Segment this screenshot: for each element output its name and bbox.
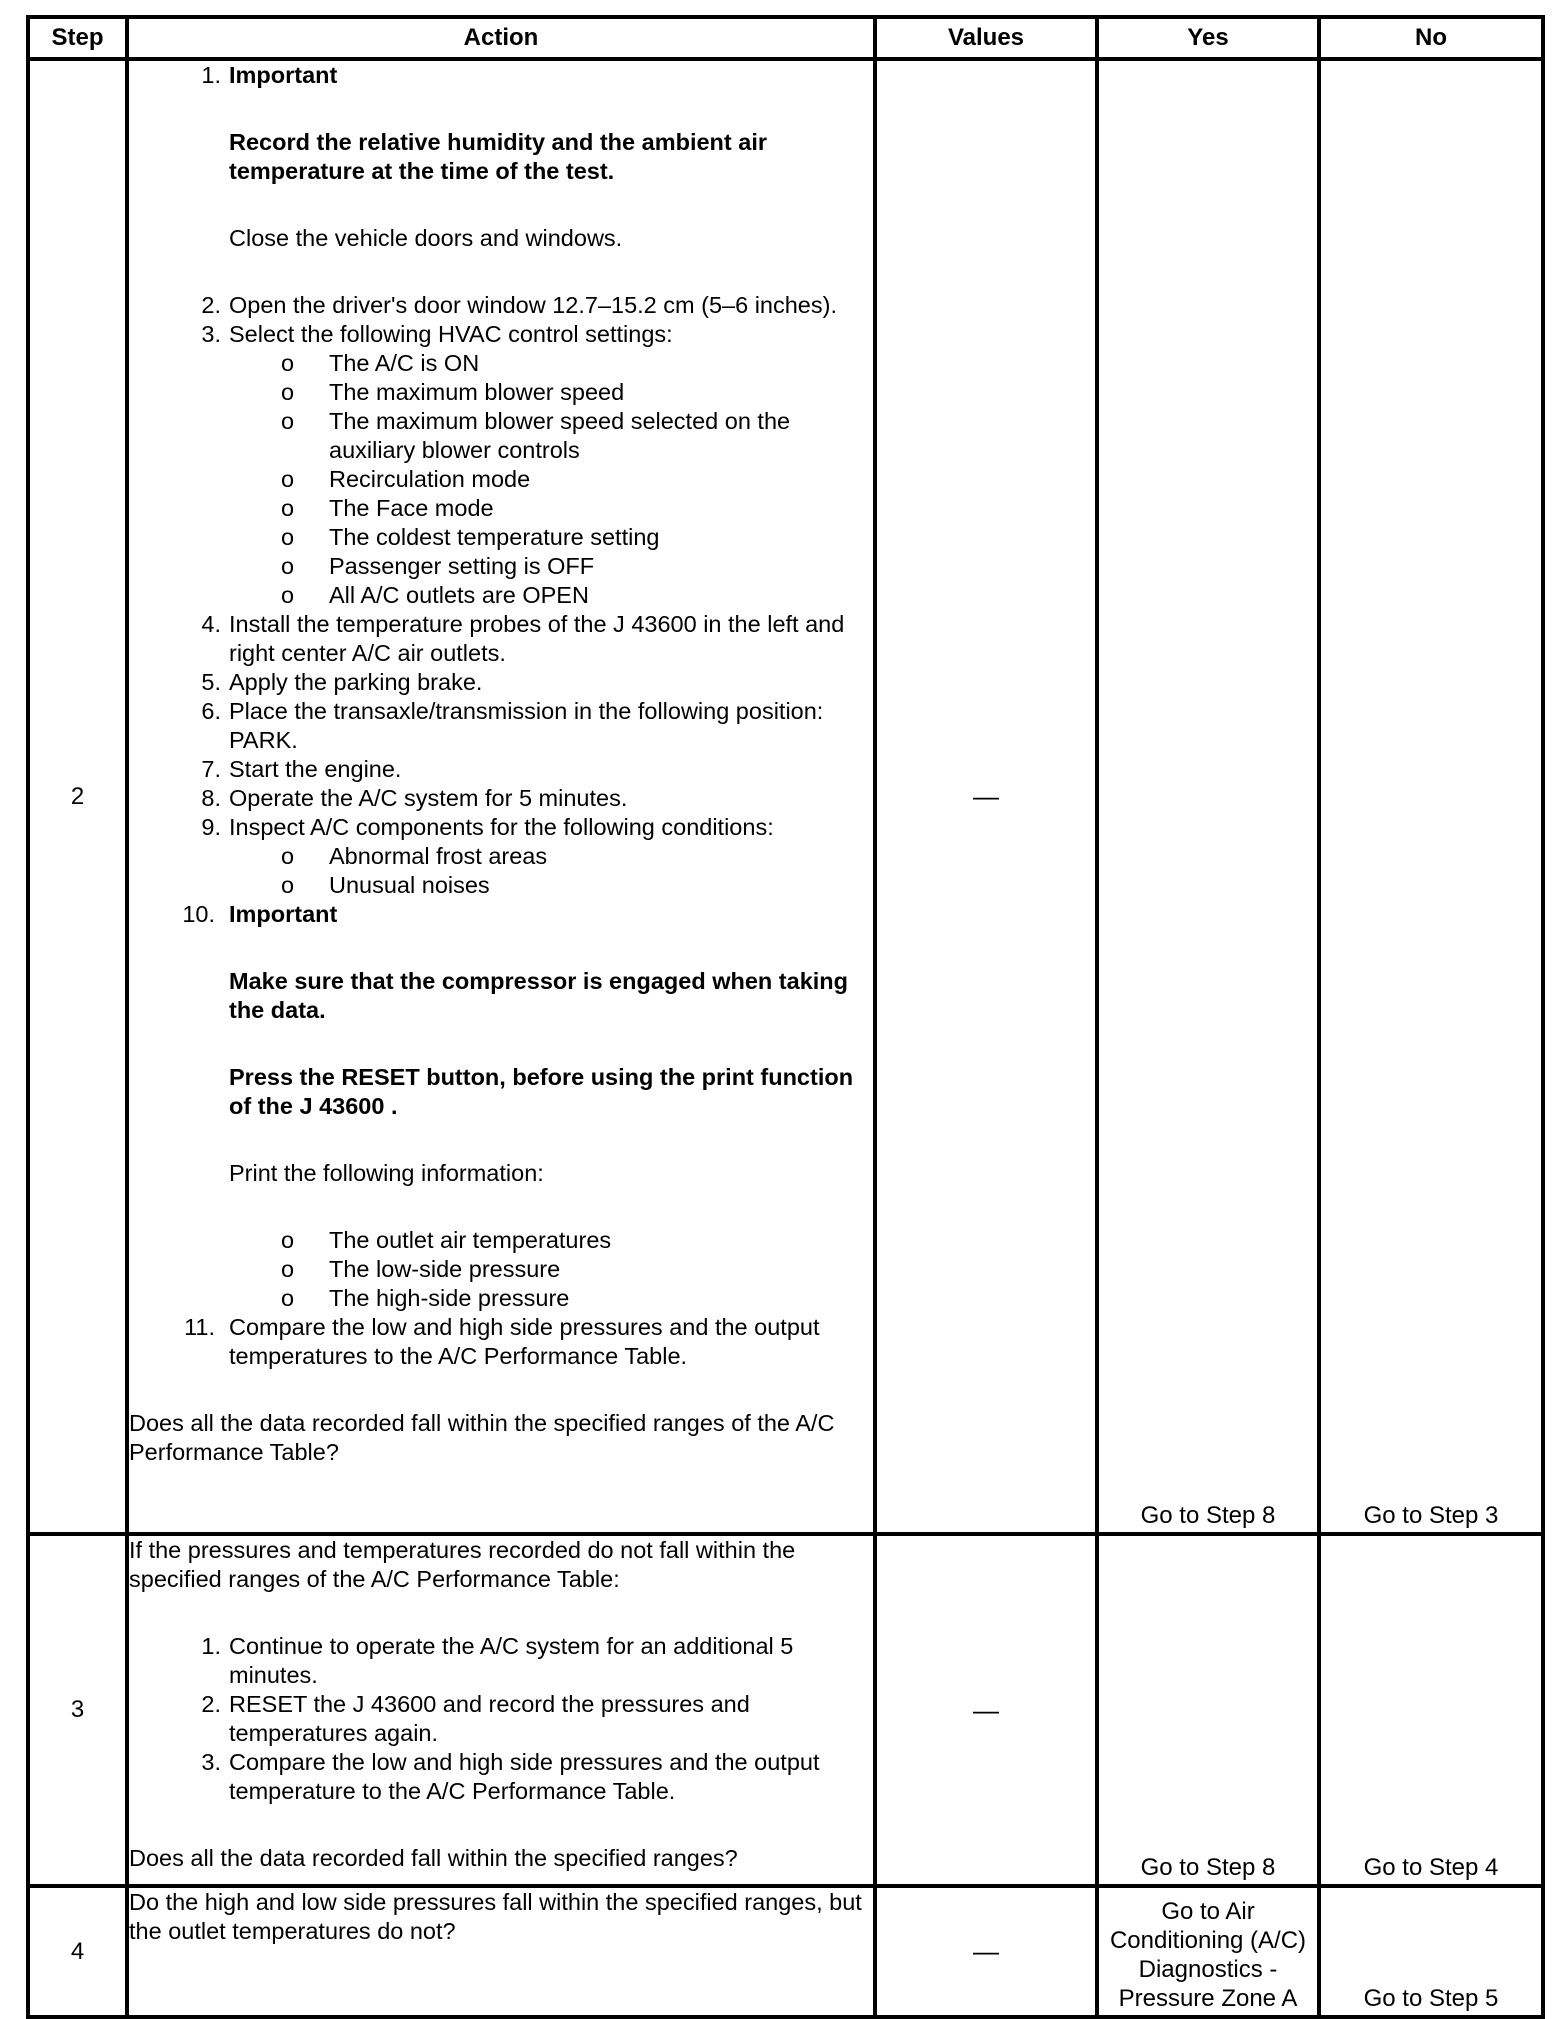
instruction-text: Print the following information: xyxy=(229,1160,544,1186)
header-values: Values xyxy=(875,17,1097,59)
sub-item: o Abnormal frost areas xyxy=(281,843,548,869)
bullet-icon: o xyxy=(281,379,295,405)
sub-item: o Recirculation mode xyxy=(281,466,531,492)
list-item: 11. Compare the low and high side pressures and the output temperatures to the A/C Performance Table. xyxy=(184,1314,820,1369)
no-link[interactable]: Go to Step 3 xyxy=(1319,59,1543,1534)
sub-item: o The Face mode xyxy=(281,495,494,521)
list-item: 1. Continue to operate the A/C system for an additional 5 minutes. xyxy=(201,1633,794,1688)
action-cell xyxy=(127,1886,875,2017)
sub-item: o All A/C outlets are OPEN xyxy=(281,582,589,608)
bullet-icon: o xyxy=(281,1256,295,1282)
header-step: Step xyxy=(28,17,127,59)
step-row-4 xyxy=(28,1886,1543,2017)
sub-item: o Unusual noises xyxy=(281,872,490,898)
step-row-3 xyxy=(28,1534,1543,1886)
question-text: Do the high and low side pressures fall within the specified ranges, but the outlet temperatures do not? xyxy=(129,1889,862,1944)
sub-item: o Passenger setting is OFF xyxy=(281,553,595,579)
sub-item: o The coldest temperature setting xyxy=(281,524,660,550)
header-yes: Yes xyxy=(1097,17,1319,59)
list-item: 8. Operate the A/C system for 5 minutes. xyxy=(201,785,628,811)
yes-link[interactable]: Go to Step 8 xyxy=(1097,1534,1319,1886)
no-link[interactable]: Go to Step 4 xyxy=(1319,1534,1543,1886)
list-item: 5. Apply the parking brake. xyxy=(201,669,483,695)
question-text: Does all the data recorded fall within the specified ranges? xyxy=(129,1845,738,1871)
bullet-icon: o xyxy=(281,495,295,521)
list-item: 2. Open the driver's door window 12.7–15.2 cm (5–6 inches). xyxy=(201,292,837,318)
header-action: Action xyxy=(127,17,875,59)
bullet-icon: o xyxy=(281,872,295,898)
sub-item: o The A/C is ON xyxy=(281,350,480,376)
header-row xyxy=(28,17,1543,59)
values-cell: — xyxy=(875,1534,1097,1886)
header-no: No xyxy=(1319,17,1543,59)
sub-item: o The outlet air temperatures xyxy=(281,1227,612,1253)
step-number: 2 xyxy=(28,59,127,1534)
step-row-2 xyxy=(28,59,1543,1534)
bullet-icon: o xyxy=(281,350,295,376)
list-item: 2. RESET the J 43600 and record the pressures and temperatures again. xyxy=(201,1691,750,1746)
list-item: 9. Inspect A/C components for the following conditions: xyxy=(201,814,774,840)
bullet-icon: o xyxy=(281,582,295,608)
intro-text: If the pressures and temperatures recorded do not fall within the specified ranges of the A/C Performance Table: xyxy=(129,1537,796,1592)
diagnostic-table xyxy=(26,15,1545,2019)
important-note: Press the RESET button, before using the print function of the J 43600 . xyxy=(229,1064,854,1119)
yes-link[interactable]: Go to Step 8 xyxy=(1097,59,1319,1534)
bullet-icon: o xyxy=(281,408,295,434)
list-item: 10. Important xyxy=(182,901,338,927)
important-label: Important xyxy=(229,901,338,927)
question-text: Does all the data recorded fall within the specified ranges of the A/C Performance Table? xyxy=(129,1410,835,1465)
sub-item: o The low-side pressure xyxy=(281,1256,561,1282)
step-number: 3 xyxy=(28,1534,127,1886)
action-cell xyxy=(127,59,875,1534)
list-item: 3. Compare the low and high side pressures and the output temperature to the A/C Performance Table. xyxy=(201,1749,820,1804)
sub-item: o The high-side pressure xyxy=(281,1285,570,1311)
list-item: 3. Select the following HVAC control settings: xyxy=(201,321,673,347)
bullet-icon: o xyxy=(281,843,295,869)
bullet-icon: o xyxy=(281,553,295,579)
sub-item: o The maximum blower speed selected on the auxiliary blower controls xyxy=(281,408,791,463)
important-note: Record the relative humidity and the ambient air temperature at the time of the test. xyxy=(229,129,768,184)
instruction-text: Close the vehicle doors and windows. xyxy=(229,225,623,251)
values-cell: — xyxy=(875,1886,1097,2017)
step-number: 4 xyxy=(28,1886,127,2017)
list-item: 7. Start the engine. xyxy=(201,756,402,782)
action-cell xyxy=(127,1534,875,1886)
list-item: 4. Install the temperature probes of the J 43600 in the left and right center A/C air outlets. xyxy=(201,611,845,666)
list-item: 6. Place the transaxle/transmission in the following position: PARK. xyxy=(201,698,824,753)
bullet-icon: o xyxy=(281,1285,295,1311)
bullet-icon: o xyxy=(281,524,295,550)
list-item: 1. Important xyxy=(201,62,338,88)
important-label: Important xyxy=(229,62,338,88)
no-link[interactable]: Go to Step 5 xyxy=(1319,1886,1543,2017)
yes-link[interactable]: Go to Air Conditioning (A/C) Diagnostics - Pressure Zone A xyxy=(1097,1886,1319,2017)
bullet-icon: o xyxy=(281,466,295,492)
sub-item: o The maximum blower speed xyxy=(281,379,625,405)
values-cell: — xyxy=(875,59,1097,1534)
bullet-icon: o xyxy=(281,1227,295,1253)
important-note: Make sure that the compressor is engaged when taking the data. xyxy=(229,968,848,1023)
